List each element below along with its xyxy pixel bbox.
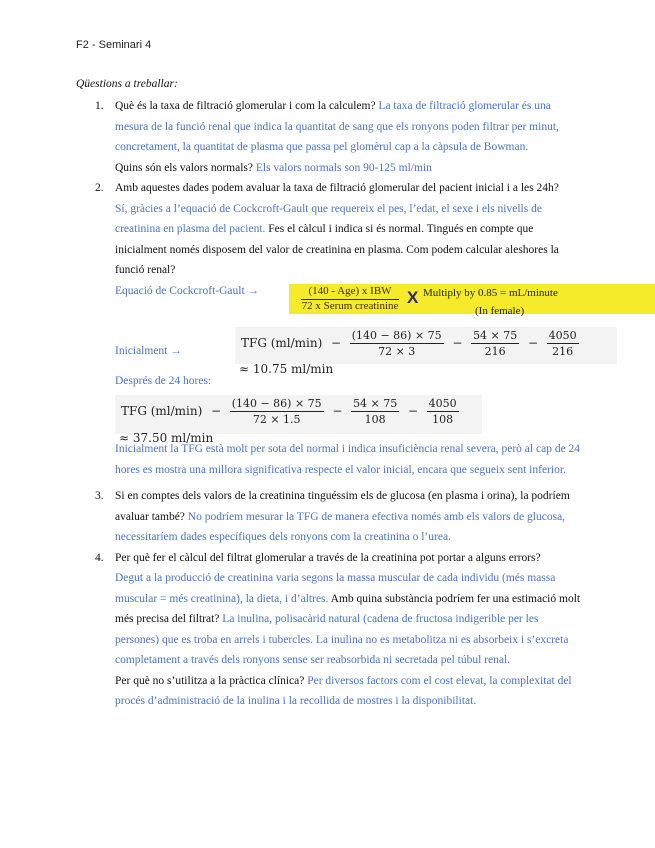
question-text: Per què fer el càlcul del filtrat glomerular a través de la creatinina pot portar a alguns errors?	[115, 551, 541, 564]
question-3	[95, 486, 585, 548]
answer-text: La taxa de filtració glomerular és una mesura de la funció renal que indica la quantitat de sang que els ronyons poden filtrar per minut, concretament, la quantitat de plasma que passa pel glomèrul cap a la càpsula de Bowman.	[115, 100, 559, 153]
eq-fraction	[547, 328, 579, 359]
answer-text: La inulina, polisacàrid natural (cadena de fructosa indigerible per les persones) que es troba en arrels i tubercles. La inulina no es metabolitza ni es absorbeix i s’excreta completament a través dels ronyons sense ser reabsorbida ni secretada pel túbul renal.	[115, 613, 569, 666]
question-list	[95, 96, 585, 712]
question-text: Per què no s’utilitza a la pràctica clínica?	[115, 674, 305, 687]
eq-den: 72 × 3	[378, 344, 416, 358]
eq-minus: −	[407, 404, 418, 419]
eq-num: 4050	[428, 397, 457, 410]
question-text: Fes el càlcul i indica si és normal. Tingués en compte que inicialment només disposem del valor de creatinina en plasma. Com podem calcular aleshores la funció renal?	[115, 223, 559, 276]
question-2	[95, 178, 585, 480]
eq-den: 108	[432, 413, 454, 426]
question-number: 2.	[95, 182, 104, 194]
formula-female-factor: Multiply by 0.85 = mL/minute	[423, 286, 558, 299]
eq-num: 54 × 75	[353, 397, 398, 410]
question-number: 4.	[95, 551, 104, 564]
question-number: 1.	[95, 100, 104, 112]
answer-text: Sí, gràcies a l’equació de Cockcroft-Gault que requereix el pes, l’edat, el sexe i els nivells de creatinina en plasma del pacient.	[115, 202, 542, 235]
eq-fraction	[350, 328, 444, 359]
initial-label: Inicialment →	[115, 344, 182, 357]
initial-calc-row	[115, 327, 585, 377]
eq-minus: −	[332, 404, 343, 419]
question-text: Amb aquestes dades podem avaluar la taxa de filtració glomerular del pacient inicial i a les 24h?	[115, 182, 559, 194]
eq-fraction	[230, 396, 324, 427]
formula-numerator: (140 - Age) x IBW	[301, 285, 399, 300]
eq-minus: −	[330, 335, 342, 350]
eq-num: (140 − 86) × 75	[231, 397, 322, 410]
answer-text: Per diversos factors com el cost elevat, la complexitat del procés d’administració de la inulina i la recollida de mostres i la disponibilitat.	[115, 674, 572, 707]
question-text: Quins són els valors normals?	[115, 161, 253, 174]
eq-fraction	[351, 396, 399, 427]
eq-den: 108	[364, 413, 386, 426]
question-text: Si en comptes dels valors de la creatinina tinguéssim els de glucosa (en plasma i orina), la podríem avaluar també?	[115, 490, 570, 523]
eq-minus: −	[452, 335, 463, 350]
conclusion-text: Inicialment la TFG està molt per sota del normal i indica insuficiència renal severa, però al cap de 24 hores es mostra una millora significativa respecte el valor inicial, encara que segueix sent inferior.	[115, 443, 581, 476]
question-4	[95, 548, 585, 712]
eq-fraction	[471, 328, 519, 359]
answer-text: No podríem mesurar la TFG de manera efectiva només amb els valors de glucosa, necessitaríem dades específiques dels ronyons com la creatinina o l’urea.	[115, 510, 566, 543]
after-equation	[115, 395, 482, 445]
cockcroft-gault-formula	[289, 284, 655, 317]
document-header: F2 - Seminari 4	[76, 39, 152, 51]
formula-female-note: (In female)	[475, 304, 525, 317]
multiply-icon: X	[407, 287, 419, 307]
question-number: 3.	[95, 490, 104, 502]
eq-lhs: TFG (ml/min)	[121, 404, 203, 419]
section-title: Qüestions a treballar:	[76, 78, 178, 90]
eq-num: (140 − 86) × 75	[351, 328, 442, 342]
eq-num: 54 × 75	[473, 328, 518, 342]
eq-den: 216	[484, 344, 506, 358]
answer-text: Els valors normals son 90-125 ml/min	[255, 161, 432, 174]
after-24h-label: Després de 24 hores:	[115, 374, 212, 387]
question-1	[95, 96, 585, 178]
formula-denominator: 72 x Serum creatinine	[301, 299, 399, 312]
answer-text: Degut a la producció de creatinina varia segons la massa muscular de cada individu (més massa muscular = més creatinina), la dieta, i d’altres.	[115, 572, 556, 605]
initial-equation	[235, 327, 617, 377]
cockcroft-gault-label: Equació de Cockcroft-Gault →	[115, 284, 260, 297]
eq-minus: −	[527, 335, 538, 350]
eq-fraction	[427, 396, 459, 427]
after-calc-row	[115, 391, 585, 445]
formula-fraction	[301, 285, 399, 313]
question-text: Què és la taxa de filtració glomerular i com la calculem?	[115, 100, 376, 112]
eq-result: ≈ 10.75 ml/min	[239, 362, 334, 377]
eq-den: 216	[552, 344, 574, 358]
cockcroft-gault-row	[115, 281, 585, 327]
eq-den: 72 × 1.5	[252, 413, 301, 426]
eq-result: ≈ 37.50 ml/min	[119, 430, 214, 445]
question-text: Amb quina substància podríem fer una estimació molt més precisa del filtrat?	[115, 592, 581, 625]
eq-lhs: TFG (ml/min)	[241, 335, 323, 350]
eq-num: 4050	[548, 328, 577, 342]
eq-minus: −	[210, 404, 222, 419]
